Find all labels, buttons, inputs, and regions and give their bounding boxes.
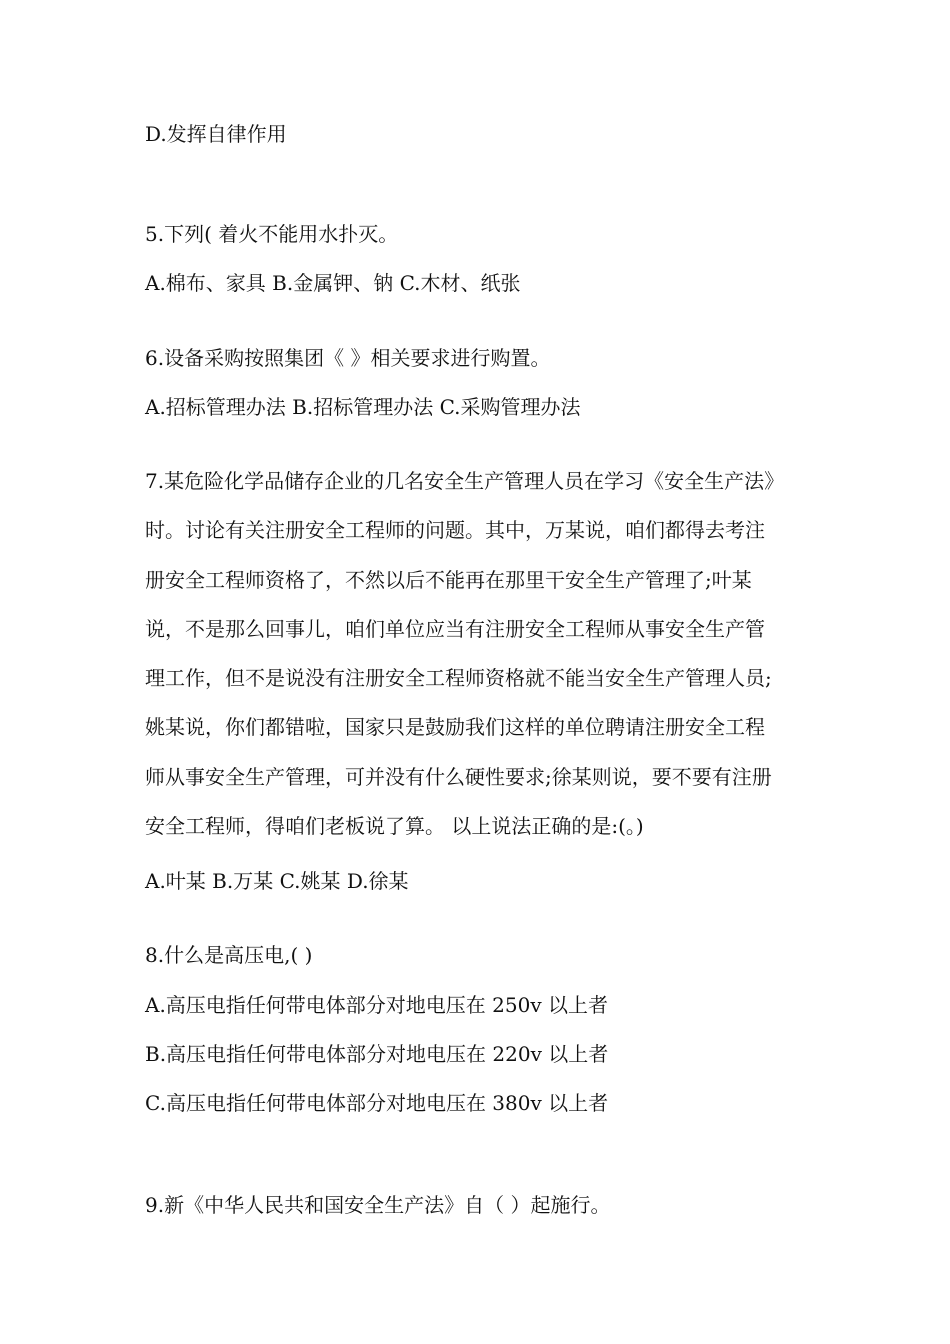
- q5-question: 5.下列( 着火不能用水扑灭。: [145, 222, 399, 246]
- q8-option-b: B.高压电指任何带电体部分对地电压在 220v 以上者: [145, 1042, 609, 1066]
- q5-options: A.棉布、家具 B.金属钾、钠 C.木材、纸张: [145, 271, 521, 295]
- q6-options: A.招标管理办法 B.招标管理办法 C.采购管理办法: [145, 395, 581, 419]
- q7-line: 理工作，但不是说没有注册安全工程师资格就不能当安全生产管理人员;: [145, 666, 772, 691]
- q7-line: 安全工程师，得咱们老板说了算。 以上说法正确的是:(。): [145, 814, 644, 839]
- q4-option-d: D.发挥自律作用: [145, 122, 287, 146]
- q7-line: 册安全工程师资格了，不然以后不能再在那里干安全生产管理了;叶某: [145, 567, 752, 592]
- q6-question: 6.设备采购按照集团《 》相关要求进行购置。: [145, 346, 551, 370]
- q7-line: 师从事安全生产管理，可并没有什么硬性要求;徐某则说，要不要有注册: [145, 764, 772, 789]
- q7-line: 7.某危险化学品储存企业的几名安全生产管理人员在学习《安全生产法》: [145, 469, 785, 493]
- q7-line: 姚某说，你们都错啦，国家只是鼓励我们这样的单位聘请注册安全工程: [145, 715, 765, 740]
- q9-question: 9.新《中华人民共和国安全生产法》自（ ）起施行。: [145, 1193, 611, 1217]
- q8-option-c: C.高压电指任何带电体部分对地电压在 380v 以上者: [145, 1091, 609, 1115]
- q7-options: A.叶某 B.万某 C.姚某 D.徐某: [145, 869, 409, 893]
- q8-option-a: A.高压电指任何带电体部分对地电压在 250v 以上者: [145, 993, 608, 1017]
- q7-line: 时。讨论有关注册安全工程师的问题。其中，万某说，咱们都得去考注: [145, 518, 765, 543]
- q7-question: [145, 457, 815, 851]
- q8-question: 8.什么是高压电,( ): [145, 943, 313, 967]
- q7-line: 说，不是那么回事儿，咱们单位应当有注册安全工程师从事安全生产管: [145, 616, 765, 641]
